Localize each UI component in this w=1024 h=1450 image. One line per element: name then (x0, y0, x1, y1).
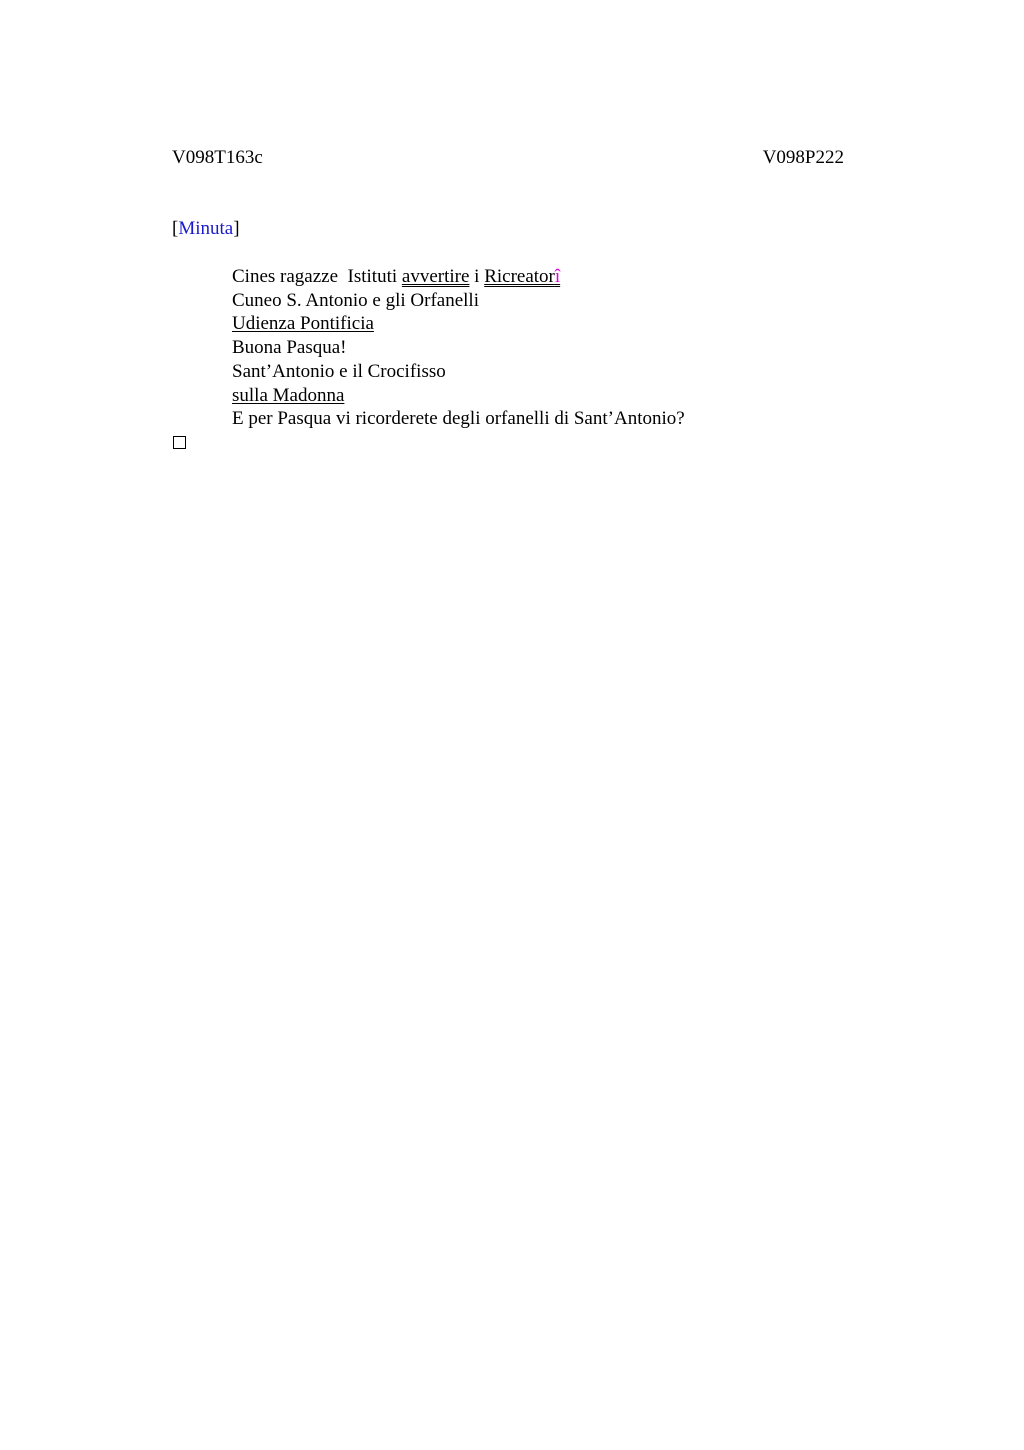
document-type-word: Minuta (178, 218, 234, 239)
body-line-3-wrapper (232, 312, 685, 336)
page-code: V098P222 (762, 147, 844, 168)
body-line-5: Sant’Antonio e il Crocifisso (232, 360, 446, 382)
bracket-close: ] (233, 218, 240, 239)
body-line-2: Cuneo S. Antonio e gli Orfanelli (232, 289, 479, 311)
body-line-1 (232, 265, 685, 289)
body-line-6: sulla Madonna (232, 384, 345, 406)
body-line-6-wrapper (232, 384, 685, 408)
document-type-label (172, 217, 240, 241)
body-line-7: E per Pasqua vi ricorderete degli orfanelli di Sant’Antonio? (232, 408, 685, 430)
body-line-1-part-d: Ricreator (484, 266, 555, 287)
document-code: V098T163c (172, 147, 263, 168)
body-line-1-underlined-phrase (484, 266, 560, 287)
bracket-open: [ (172, 218, 179, 239)
body-line-1-part-a: Cines ragazze Istituti (232, 266, 402, 287)
body-line-1-part-c: i (469, 266, 485, 287)
body-line-4: Buona Pasqua! (232, 337, 347, 359)
square-outline-icon (173, 436, 186, 449)
document-body (232, 265, 685, 431)
body-line-1-underlined-word: avvertire (401, 266, 470, 287)
body-line-3: Udienza Pontificia (232, 313, 374, 335)
body-line-1-accent-char: î (554, 266, 561, 287)
